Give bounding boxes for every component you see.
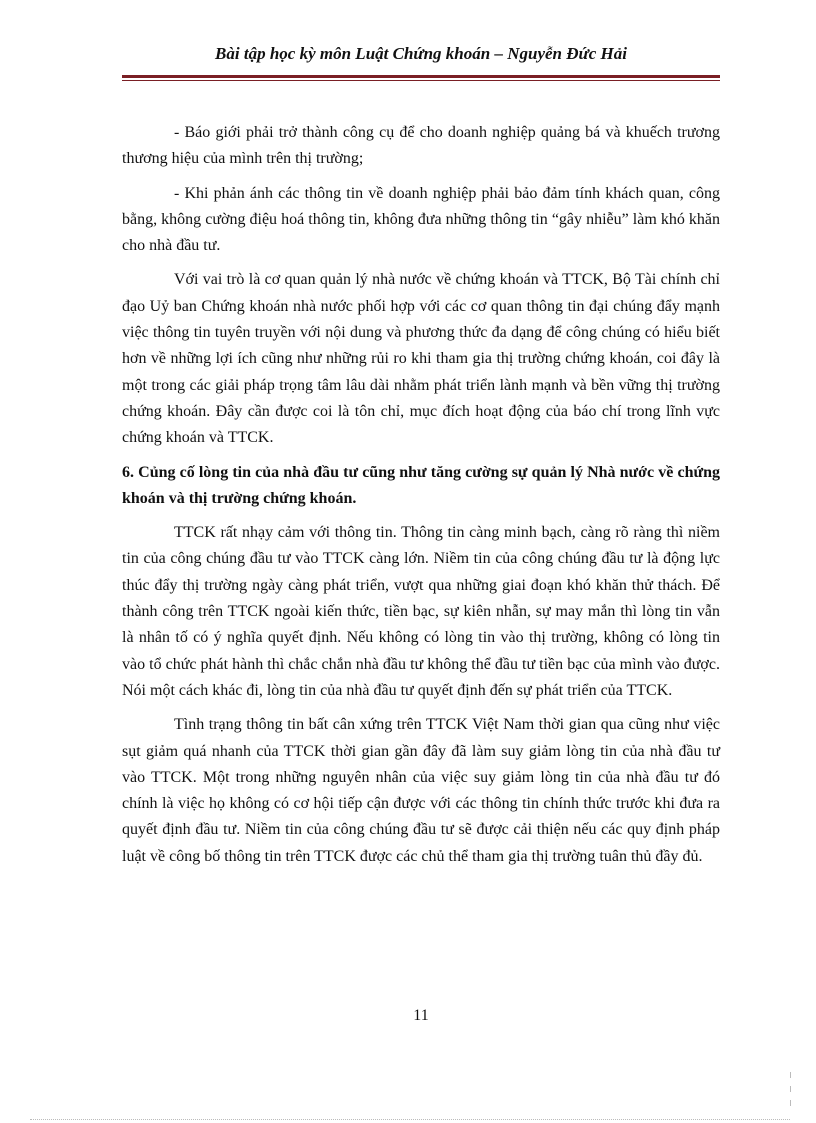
page-number: 11 (413, 1007, 429, 1024)
header-rule-thick (122, 75, 720, 78)
section-heading: 6. Củng cố lòng tin của nhà đầu tư cũng như tăng cường sự quản lý Nhà nước về chứng khoán và thị trường chứng khoán. (122, 463, 720, 507)
header-rule-thin (122, 80, 720, 81)
paragraph-information-asymmetry: Tình trạng thông tin bất cân xứng trên TTCK Việt Nam thời gian qua cũng như việc sụt giảm quá nhanh của TTCK thời gian gần đây đã làm suy giảm lòng tin của nhà đầu tư vào TTCK. Một trong những nguyên nhân của việc suy giảm lòng tin của nhà đầu tư đó chính là việc họ không có cơ hội tiếp cận được với các thông tin chính thức trước khi đưa ra quyết định đầu tư. Niềm tin của công chúng đầu tư sẽ được cải thiện nếu các quy định pháp luật về công bố thông tin trên TTCK được các chủ thể tham gia thị trường tuân thủ đầy đủ. (122, 716, 720, 865)
margin-mark (790, 1086, 791, 1092)
paragraph-ministry-role: Với vai trò là cơ quan quản lý nhà nước về chứng khoán và TTCK, Bộ Tài chính chỉ đạo Uỷ ban Chứng khoán nhà nước phối hợp với các cơ quan thông tin đại chúng đẩy mạnh việc thông tin tuyên truyền với nội dung và phương thức đa dạng để công chúng có hiểu biết hơn về những lợi ích cũng như những rủi ro khi tham gia thị trường chứng khoán, coi đây là một trong các giải pháp trọng tâm lâu dài nhằm phát triển lành mạnh và bền vững thị trường chứng khoán. Đây cần được coi là tôn chỉ, mục đích hoạt động của báo chí trong lĩnh vực chứng khoán và TTCK. (122, 271, 720, 447)
paragraph-investor-trust: TTCK rất nhạy cảm với thông tin. Thông tin càng minh bạch, càng rõ ràng thì niềm tin của công chúng đầu tư vào TTCK càng lớn. Niềm tin của công chúng đầu tư là động lực thúc đẩy thị trường ngày càng phát triển, vượt qua những giai đoạn khó khăn thử thách. Để thành công trên TTCK ngoài kiến thức, tiền bạc, sự kiên nhẫn, sự may mắn thì lòng tin vẫn là nhân tố có ý nghĩa quyết định. Nếu không có lòng tin vào thị trường, không có lòng tin vào tổ chức phát hành thì chắc chắn nhà đầu tư không thể đầu tư tiền bạc của mình vào được. Nói một cách khác đi, lòng tin của nhà đầu tư quyết định đến sự phát triển của TTCK. (122, 524, 720, 699)
page-bottom-divider (30, 1119, 790, 1120)
body-text (122, 120, 720, 878)
margin-mark (790, 1072, 791, 1078)
paragraph-press-promotion: - Báo giới phải trở thành công cụ để cho doanh nghiệp quảng bá và khuếch trương thương hiệu của mình trên thị trường; (122, 124, 720, 168)
paragraph-objective-reporting: - Khi phản ánh các thông tin về doanh nghiệp phải bảo đảm tính khách quan, công bằng, không cường điệu hoá thông tin, không đưa những thông tin “gây nhiễu” làm khó khăn cho nhà đầu tư. (122, 184, 720, 255)
margin-mark (790, 1100, 791, 1106)
running-header-title: Bài tập học kỳ môn Luật Chứng khoán – Nguyễn Đức Hải (215, 44, 627, 63)
